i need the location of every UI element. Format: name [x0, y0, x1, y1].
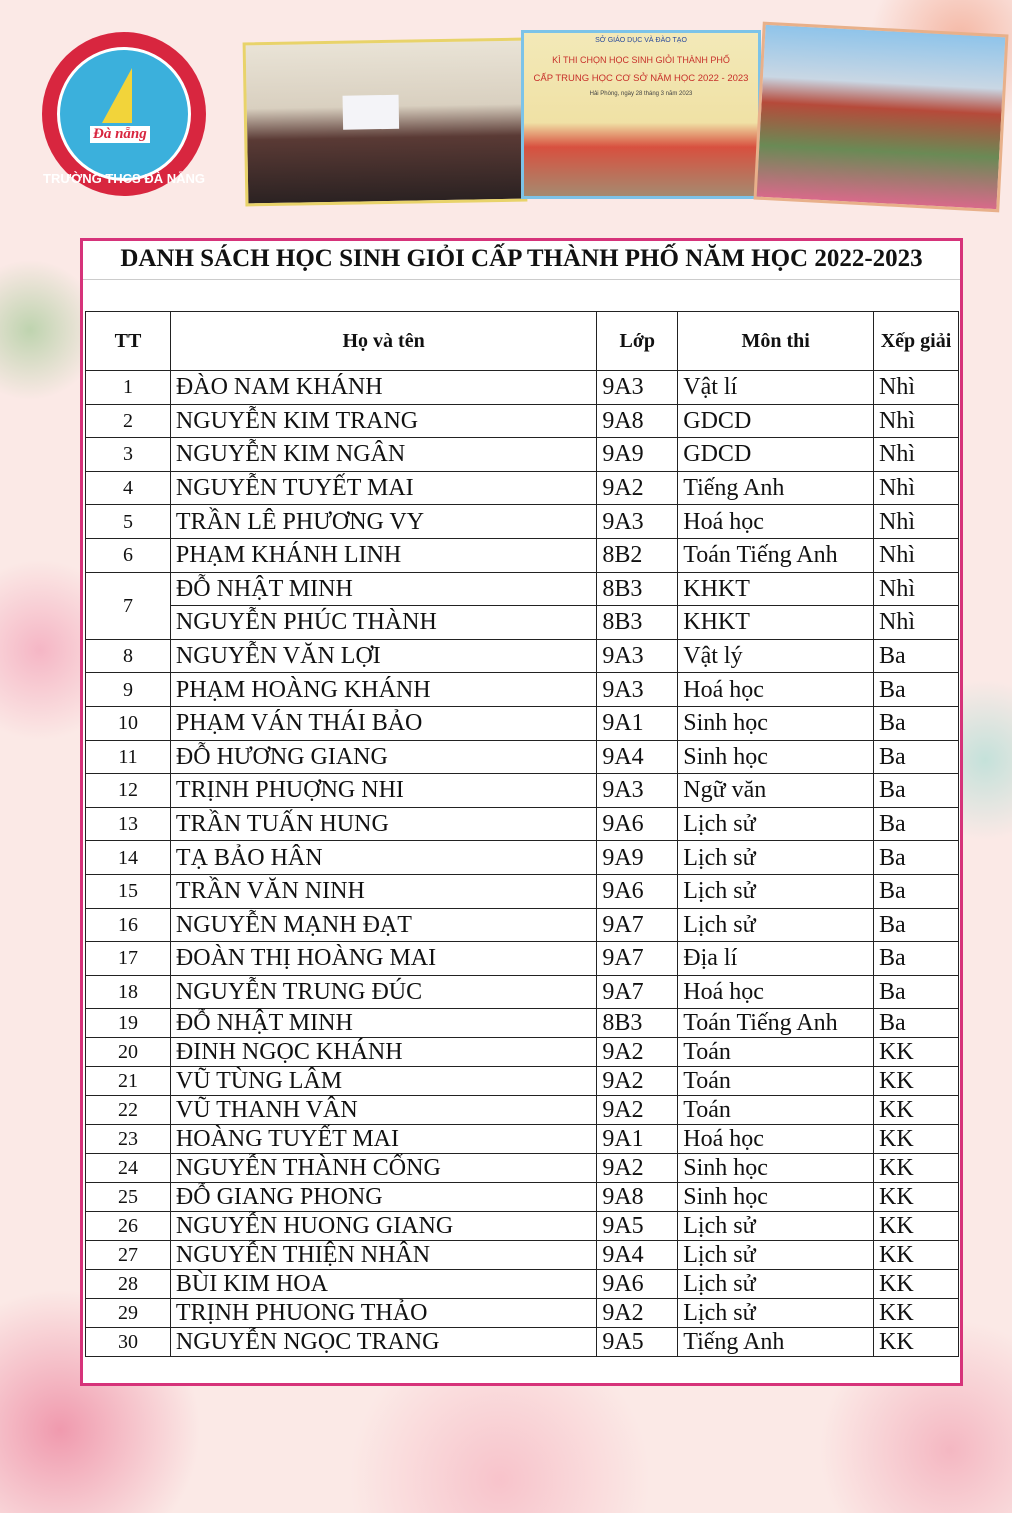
cell-class: 9A9 — [597, 438, 678, 472]
cell-name: BÙI KIM HOA — [170, 1270, 596, 1299]
table-row — [86, 471, 959, 505]
cell-tt: 4 — [86, 471, 171, 505]
cell-class: 9A3 — [597, 505, 678, 539]
logo-ring-text: TRƯỜNG THCS ĐÀ NẴNG — [43, 171, 205, 186]
cell-name: NGUYỄN TRUNG ĐÚC — [170, 975, 596, 1009]
cell-subject: Sinh học — [678, 706, 874, 740]
cell-subject: Lịch sử — [678, 1270, 874, 1299]
page-title: DANH SÁCH HỌC SINH GIỎI CẤP THÀNH PHỐ NĂM HỌC 2022-2023 — [83, 245, 960, 280]
cell-award: Ba — [874, 841, 959, 875]
cell-tt: 16 — [86, 908, 171, 942]
table-row — [86, 942, 959, 976]
table-row — [86, 639, 959, 673]
cell-name: PHẠM KHÁNH LINH — [170, 538, 596, 572]
cell-award: Nhì — [874, 371, 959, 405]
banner-line: CẤP TRUNG HỌC CƠ SỞ NĂM HỌC 2022 - 2023 — [533, 73, 749, 84]
table-row — [86, 1299, 959, 1328]
table-row — [86, 438, 959, 472]
cell-subject: KHKT — [678, 606, 874, 640]
cell-class: 9A6 — [597, 1270, 678, 1299]
cell-class: 9A7 — [597, 975, 678, 1009]
sail-icon — [102, 68, 132, 123]
cell-subject: Lịch sử — [678, 1299, 874, 1328]
cell-tt: 27 — [86, 1241, 171, 1270]
cell-name: NGUYỄN KIM TRANG — [170, 404, 596, 438]
cell-tt: 15 — [86, 874, 171, 908]
cell-tt: 13 — [86, 807, 171, 841]
cell-subject: Toán — [678, 1067, 874, 1096]
cell-tt: 19 — [86, 1009, 171, 1038]
cell-tt: 30 — [86, 1328, 171, 1357]
cell-name: NGUYỄN TUYẾT MAI — [170, 471, 596, 505]
cell-award: KK — [874, 1067, 959, 1096]
cell-class: 9A6 — [597, 874, 678, 908]
cell-subject: Vật lí — [678, 371, 874, 405]
table-row — [86, 572, 959, 606]
cell-award: Ba — [874, 673, 959, 707]
cell-tt: 3 — [86, 438, 171, 472]
cell-class: 8B2 — [597, 538, 678, 572]
table-row — [86, 1009, 959, 1038]
table-row — [86, 1067, 959, 1096]
cell-class: 8B3 — [597, 572, 678, 606]
cell-award: Ba — [874, 975, 959, 1009]
cell-tt: 24 — [86, 1154, 171, 1183]
cell-award: Ba — [874, 807, 959, 841]
cell-subject: Địa lí — [678, 942, 874, 976]
cell-award: Ba — [874, 774, 959, 808]
cell-subject: Tiếng Anh — [678, 471, 874, 505]
cell-class: 9A8 — [597, 404, 678, 438]
cell-subject: Sinh học — [678, 740, 874, 774]
cell-class: 9A5 — [597, 1328, 678, 1357]
cell-award: Nhì — [874, 572, 959, 606]
cell-class: 9A1 — [597, 706, 678, 740]
cell-subject: Toán — [678, 1038, 874, 1067]
header-class: Lớp — [597, 312, 678, 371]
table-row — [86, 1241, 959, 1270]
cell-award: KK — [874, 1299, 959, 1328]
cell-award: KK — [874, 1328, 959, 1357]
cell-subject: Tiếng Anh — [678, 1328, 874, 1357]
cell-class: 8B3 — [597, 1009, 678, 1038]
table-header-row — [86, 312, 959, 371]
header-tt: TT — [86, 312, 171, 371]
cell-name: ĐỖ HƯƠNG GIANG — [170, 740, 596, 774]
cell-award: Nhì — [874, 538, 959, 572]
cell-award: KK — [874, 1241, 959, 1270]
cell-award: Ba — [874, 942, 959, 976]
cell-award: Nhì — [874, 438, 959, 472]
cell-award: KK — [874, 1038, 959, 1067]
cell-subject: Lịch sử — [678, 807, 874, 841]
cell-subject: Vật lý — [678, 639, 874, 673]
cell-subject: Lịch sử — [678, 874, 874, 908]
table-row — [86, 505, 959, 539]
cell-name: ĐỖ NHẬT MINH — [170, 572, 596, 606]
cell-name: NGUYỄN NGỌC TRANG — [170, 1328, 596, 1357]
cell-name: ĐỖ NHẬT MINH — [170, 1009, 596, 1038]
cell-name: NGUYỄN HUONG GIANG — [170, 1212, 596, 1241]
cell-class: 9A3 — [597, 639, 678, 673]
cell-name: VŨ TÙNG LÂM — [170, 1067, 596, 1096]
table-row — [86, 1096, 959, 1125]
cell-award: Ba — [874, 639, 959, 673]
table-row — [86, 706, 959, 740]
cell-award: Ba — [874, 908, 959, 942]
cell-award: Nhì — [874, 505, 959, 539]
photo-exam-hall — [243, 38, 528, 207]
header-name: Họ và tên — [170, 312, 596, 371]
cell-award: Ba — [874, 740, 959, 774]
cell-tt: 23 — [86, 1125, 171, 1154]
cell-name: NGUYỄN KIM NGÂN — [170, 438, 596, 472]
cell-tt: 7 — [86, 572, 171, 639]
cell-name: NGUYỄN VĂN LỢI — [170, 639, 596, 673]
table-row — [86, 1270, 959, 1299]
cell-subject: Toán Tiếng Anh — [678, 1009, 874, 1038]
cell-award: Ba — [874, 1009, 959, 1038]
cell-tt: 1 — [86, 371, 171, 405]
cell-class: 9A2 — [597, 1299, 678, 1328]
student-list-card — [80, 238, 963, 1386]
cell-class: 9A2 — [597, 1067, 678, 1096]
cell-name: NGUYỄN MẠNH ĐẠT — [170, 908, 596, 942]
table-row — [86, 404, 959, 438]
cell-subject: Sinh học — [678, 1183, 874, 1212]
cell-name: ĐÀO NAM KHÁNH — [170, 371, 596, 405]
cell-subject: Lịch sử — [678, 1241, 874, 1270]
cell-award: KK — [874, 1125, 959, 1154]
cell-name: PHẠM VÁN THÁI BẢO — [170, 706, 596, 740]
cell-award: KK — [874, 1270, 959, 1299]
cell-class: 9A6 — [597, 807, 678, 841]
photo-award-banner — [521, 30, 761, 199]
cell-name: NGUYỄN THIỆN NHÂN — [170, 1241, 596, 1270]
table-row — [86, 774, 959, 808]
cell-class: 9A1 — [597, 1125, 678, 1154]
cell-subject: GDCD — [678, 404, 874, 438]
photo-school-campus — [754, 22, 1009, 213]
cell-class: 9A7 — [597, 942, 678, 976]
cell-class: 9A4 — [597, 1241, 678, 1270]
table-row — [86, 1183, 959, 1212]
cell-tt: 5 — [86, 505, 171, 539]
cell-subject: Lịch sử — [678, 908, 874, 942]
cell-name: TẠ BẢO HÂN — [170, 841, 596, 875]
cell-name: ĐỖ GIANG PHONG — [170, 1183, 596, 1212]
cell-tt: 8 — [86, 639, 171, 673]
cell-class: 9A3 — [597, 673, 678, 707]
cell-subject: Hoá học — [678, 505, 874, 539]
table-row — [86, 538, 959, 572]
table-row — [86, 841, 959, 875]
cell-tt: 14 — [86, 841, 171, 875]
cell-award: Nhì — [874, 471, 959, 505]
header-subject: Môn thi — [678, 312, 874, 371]
cell-name: TRỊNH PHUỢNG NHI — [170, 774, 596, 808]
cell-class: 9A8 — [597, 1183, 678, 1212]
cell-tt: 25 — [86, 1183, 171, 1212]
cell-tt: 29 — [86, 1299, 171, 1328]
cell-award: KK — [874, 1212, 959, 1241]
cell-subject: Sinh học — [678, 1154, 874, 1183]
cell-tt: 10 — [86, 706, 171, 740]
cell-award: Ba — [874, 706, 959, 740]
cell-class: 9A5 — [597, 1212, 678, 1241]
table-row — [86, 1328, 959, 1357]
cell-tt: 12 — [86, 774, 171, 808]
cell-class: 9A3 — [597, 371, 678, 405]
cell-tt: 26 — [86, 1212, 171, 1241]
cell-tt: 17 — [86, 942, 171, 976]
cell-class: 9A4 — [597, 740, 678, 774]
table-row — [86, 1212, 959, 1241]
cell-tt: 2 — [86, 404, 171, 438]
table-row — [86, 673, 959, 707]
table-row — [86, 807, 959, 841]
cell-tt: 20 — [86, 1038, 171, 1067]
cell-subject: Lịch sử — [678, 841, 874, 875]
cell-class: 9A2 — [597, 1038, 678, 1067]
cell-tt: 9 — [86, 673, 171, 707]
cell-name: TRỊNH PHUONG THẢO — [170, 1299, 596, 1328]
table-row — [86, 606, 959, 640]
cell-subject: Ngữ văn — [678, 774, 874, 808]
cell-class: 9A2 — [597, 1154, 678, 1183]
table-row — [86, 1038, 959, 1067]
table-row — [86, 1125, 959, 1154]
cell-award: Nhì — [874, 606, 959, 640]
cell-tt: 6 — [86, 538, 171, 572]
cell-name: HOÀNG TUYẾT MAI — [170, 1125, 596, 1154]
cell-subject: Toán Tiếng Anh — [678, 538, 874, 572]
cell-name: NGUYỄN THÀNH CỔNG — [170, 1154, 596, 1183]
cell-class: 8B3 — [597, 606, 678, 640]
cell-class: 9A7 — [597, 908, 678, 942]
student-table — [85, 311, 959, 1357]
banner-line: SỞ GIÁO DỤC VÀ ĐÀO TẠO — [595, 37, 687, 44]
cell-subject: Toán — [678, 1096, 874, 1125]
table-row — [86, 874, 959, 908]
cell-name: ĐINH NGỌC KHÁNH — [170, 1038, 596, 1067]
cell-class: 9A2 — [597, 471, 678, 505]
cell-class: 9A2 — [597, 1096, 678, 1125]
cell-award: Ba — [874, 874, 959, 908]
cell-class: 9A9 — [597, 841, 678, 875]
cell-award: KK — [874, 1096, 959, 1125]
banner-line: KÌ THI CHỌN HỌC SINH GIỎI THÀNH PHỐ — [552, 55, 730, 65]
table-row — [86, 908, 959, 942]
cell-name: PHẠM HOÀNG KHÁNH — [170, 673, 596, 707]
cell-tt: 28 — [86, 1270, 171, 1299]
cell-name: NGUYỄN PHÚC THÀNH — [170, 606, 596, 640]
cell-award: KK — [874, 1154, 959, 1183]
cell-tt: 22 — [86, 1096, 171, 1125]
cell-name: VŨ THANH VÂN — [170, 1096, 596, 1125]
cell-name: TRẦN VĂN NINH — [170, 874, 596, 908]
cell-subject: GDCD — [678, 438, 874, 472]
cell-subject: KHKT — [678, 572, 874, 606]
cell-name: TRẦN LÊ PHƯƠNG VY — [170, 505, 596, 539]
table-row — [86, 740, 959, 774]
cell-subject: Hoá học — [678, 975, 874, 1009]
cell-class: 9A3 — [597, 774, 678, 808]
banner-line: Hải Phòng, ngày 28 tháng 3 năm 2023 — [589, 91, 693, 97]
cell-award: Nhì — [874, 404, 959, 438]
table-row — [86, 975, 959, 1009]
header-award: Xếp giải — [874, 312, 959, 371]
cell-subject: Lịch sử — [678, 1212, 874, 1241]
cell-name: TRẦN TUẤN HUNG — [170, 807, 596, 841]
table-row — [86, 371, 959, 405]
cell-tt: 11 — [86, 740, 171, 774]
school-logo — [42, 32, 206, 196]
cell-award: KK — [874, 1183, 959, 1212]
cell-subject: Hoá học — [678, 1125, 874, 1154]
cell-tt: 18 — [86, 975, 171, 1009]
cell-subject: Hoá học — [678, 673, 874, 707]
cell-name: ĐOÀN THỊ HOÀNG MAI — [170, 942, 596, 976]
logo-text: Đà nẵng — [90, 126, 150, 143]
table-row — [86, 1154, 959, 1183]
cell-tt: 21 — [86, 1067, 171, 1096]
